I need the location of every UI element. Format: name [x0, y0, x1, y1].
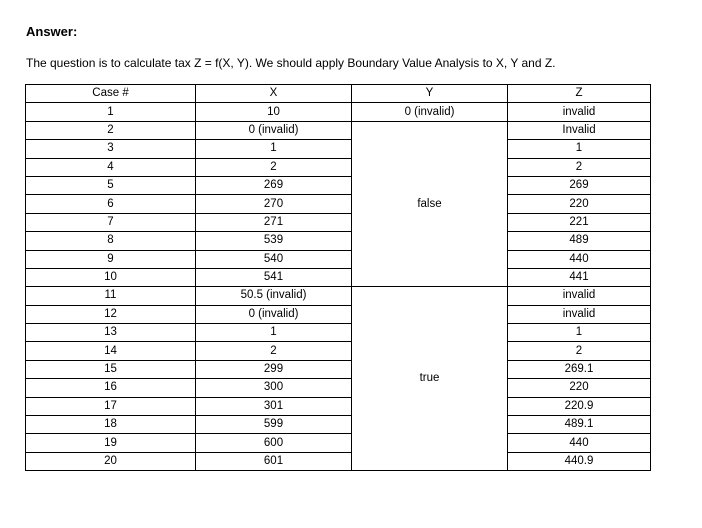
z-cell: 440 — [508, 250, 651, 268]
z-cell: 1 — [508, 324, 651, 342]
y-group-false: false — [352, 121, 508, 287]
answer-heading: Answer: — [26, 24, 78, 39]
table-row — [26, 268, 651, 286]
table-row — [26, 434, 651, 452]
y-group-true: true — [352, 287, 508, 471]
z-cell: 220 — [508, 379, 651, 397]
z-cell: 440.9 — [508, 452, 651, 470]
x-cell: 1 — [196, 140, 352, 158]
bva-table — [25, 84, 651, 471]
table-row — [26, 452, 651, 470]
x-cell: 2 — [196, 342, 352, 360]
case-cell: 19 — [26, 434, 196, 452]
table-row — [26, 397, 651, 415]
table-row — [26, 176, 651, 194]
table-row — [26, 250, 651, 268]
x-cell: 1 — [196, 324, 352, 342]
x-cell: 541 — [196, 268, 352, 286]
x-cell: 0 (invalid) — [196, 121, 352, 139]
x-cell: 301 — [196, 397, 352, 415]
case-cell: 6 — [26, 195, 196, 213]
case-cell: 20 — [26, 452, 196, 470]
table-row — [26, 121, 651, 139]
case-cell: 2 — [26, 121, 196, 139]
case-cell: 5 — [26, 176, 196, 194]
case-cell: 17 — [26, 397, 196, 415]
z-cell: Invalid — [508, 121, 651, 139]
table-row — [26, 287, 651, 305]
case-cell: 14 — [26, 342, 196, 360]
case-cell: 18 — [26, 416, 196, 434]
case-cell: 12 — [26, 305, 196, 323]
table-row — [26, 103, 651, 121]
table-row — [26, 360, 651, 378]
table-row — [26, 305, 651, 323]
case-cell: 13 — [26, 324, 196, 342]
table-row — [26, 379, 651, 397]
case-cell: 10 — [26, 268, 196, 286]
header-x: X — [196, 85, 352, 103]
x-cell: 539 — [196, 232, 352, 250]
table-header-row — [26, 85, 651, 103]
x-cell: 600 — [196, 434, 352, 452]
x-cell: 50.5 (invalid) — [196, 287, 352, 305]
header-case: Case # — [26, 85, 196, 103]
table-row — [26, 324, 651, 342]
z-cell: 489 — [508, 232, 651, 250]
case-cell: 4 — [26, 158, 196, 176]
z-cell: 1 — [508, 140, 651, 158]
case-cell: 9 — [26, 250, 196, 268]
table-row — [26, 158, 651, 176]
case-cell: 11 — [26, 287, 196, 305]
table-row — [26, 140, 651, 158]
z-cell: invalid — [508, 287, 651, 305]
z-cell: 440 — [508, 434, 651, 452]
case-cell: 7 — [26, 213, 196, 231]
x-cell: 271 — [196, 213, 352, 231]
z-cell: 489.1 — [508, 416, 651, 434]
z-cell: 2 — [508, 158, 651, 176]
z-cell: 220 — [508, 195, 651, 213]
x-cell: 270 — [196, 195, 352, 213]
z-cell: 220.9 — [508, 397, 651, 415]
x-cell: 299 — [196, 360, 352, 378]
case-cell: 3 — [26, 140, 196, 158]
z-cell: 441 — [508, 268, 651, 286]
x-cell: 540 — [196, 250, 352, 268]
header-y: Y — [352, 85, 508, 103]
x-cell: 10 — [196, 103, 352, 121]
case-cell: 8 — [26, 232, 196, 250]
case-cell: 1 — [26, 103, 196, 121]
table-row — [26, 416, 651, 434]
z-cell: invalid — [508, 103, 651, 121]
case-cell: 16 — [26, 379, 196, 397]
table-row — [26, 232, 651, 250]
table-row — [26, 213, 651, 231]
case-cell: 15 — [26, 360, 196, 378]
z-cell: 269.1 — [508, 360, 651, 378]
z-cell: 269 — [508, 176, 651, 194]
table-row — [26, 342, 651, 360]
z-cell: 221 — [508, 213, 651, 231]
header-z: Z — [508, 85, 651, 103]
x-cell: 599 — [196, 416, 352, 434]
intro-paragraph: The question is to calculate tax Z = f(X, Y). We should apply Boundary Value Analysis to X, Y and Z. — [26, 56, 556, 70]
z-cell: 2 — [508, 342, 651, 360]
y-cell: 0 (invalid) — [352, 103, 508, 121]
x-cell: 0 (invalid) — [196, 305, 352, 323]
x-cell: 2 — [196, 158, 352, 176]
table-row — [26, 195, 651, 213]
x-cell: 300 — [196, 379, 352, 397]
z-cell: invalid — [508, 305, 651, 323]
x-cell: 269 — [196, 176, 352, 194]
x-cell: 601 — [196, 452, 352, 470]
